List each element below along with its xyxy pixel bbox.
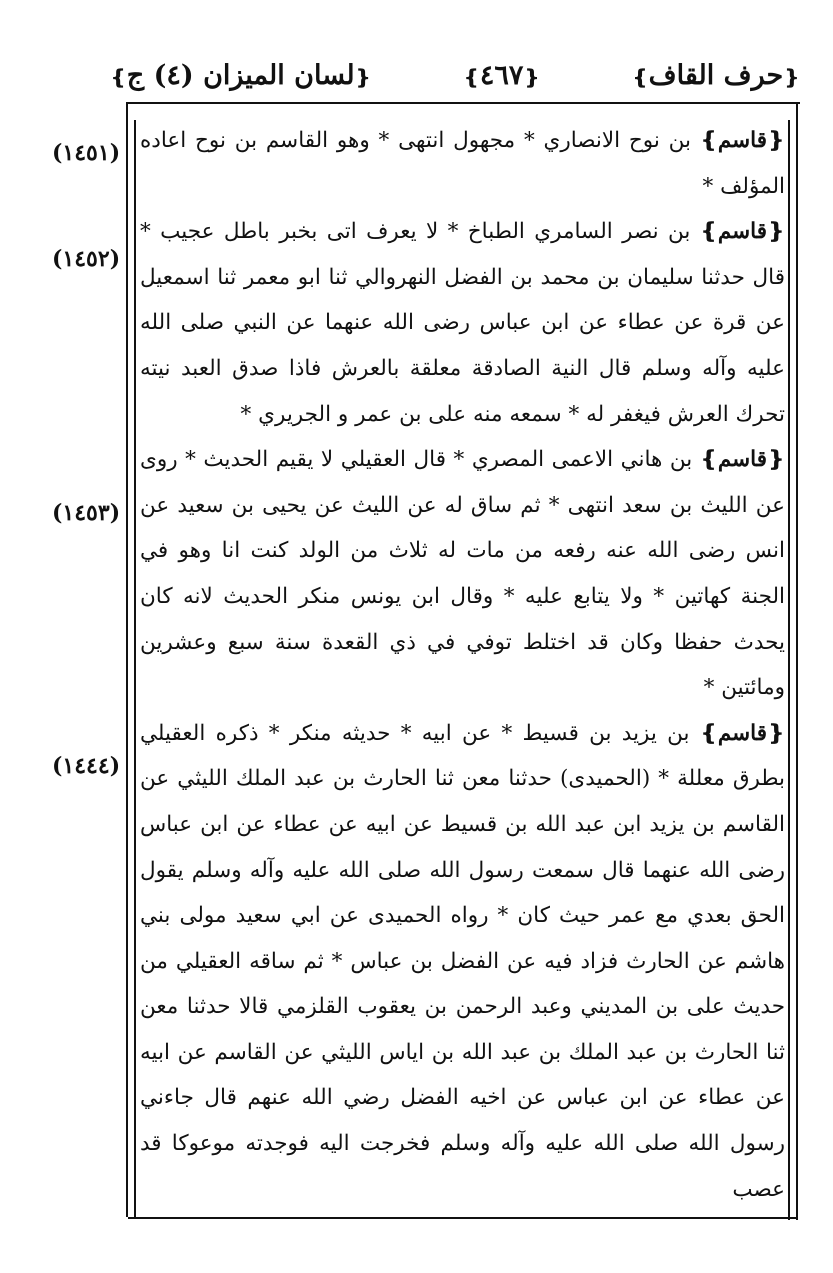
ornament-close: ❵ — [631, 64, 649, 89]
ornament-close: ❵ — [699, 219, 718, 245]
entry-number: (١٤٥٣) — [52, 500, 121, 526]
entry-text: بن نوح الانصاري * مجهول انتهى * وهو القاسم بن نوح اعاده المؤلف * — [140, 128, 785, 199]
frame-right-rule-outer — [796, 102, 798, 1220]
frame-left-rule-inner — [134, 120, 136, 1217]
ornament-close: ❵ — [699, 447, 718, 473]
ornament-open: ❴ — [766, 219, 785, 245]
ornament-open: ❴ — [523, 64, 541, 89]
page-number: ٤٦٧ — [479, 59, 524, 91]
entry-name: قاسم — [717, 219, 767, 245]
ornament-open: ❴ — [766, 447, 785, 473]
frame-bottom-rule — [128, 1217, 798, 1219]
entry-name: قاسم — [717, 128, 767, 153]
entry-text: بن يزيد بن قسيط * عن ابيه * حديثه منكر * ذكره العقيلي بطرق معللة * (الحميدى) حدثنا معن ثنا الحارث بن عبد الملك الليثي عن القاسم بن يزيد ابن عبد الله بن قسيط عن ابيه عن عطاء عن ابن عباس رضى الله عنهما قال سمعت رسول الله صلى الله عليه وآله وسلم يقول الحق بعدي مع عمر حيث كان * رواه الحميدى عن ابي سعيد مولى بني هاشم عن الحارث فزاد فيه عن الفضل بن عباس * ثم ساقه العقيلي من حديث على بن المديني وعبد الرحمن بن يعقوب القلزمي قالا حدثنا معن ثنا الحارث بن عبد الملك بن عبد الله بن اياس الليثي عن القاسم عن ابيه عن عطاء عن ابن عباس عن اخيه الفضل رضي الله عنهم قال جاءني رسول الله صلى الله عليه وآله وسلم فخرجت اليه فوجدته موعوكا قد عصب — [140, 720, 786, 1202]
section-title: حرف القاف — [648, 59, 784, 91]
header-section — [632, 60, 800, 91]
entry — [140, 437, 785, 711]
entry-number: (١٤٤٤) — [52, 753, 121, 779]
entry-text: بن نصر السامري الطباخ * لا يعرف اتى بخبر باطل عجيب * قال حدثنا سليمان بن محمد بن الفضل النهروالي ثنا ابو معمر ثنا اسمعيل عن قرة عن عطاء عن ابن عباس رضى الله عنهما عن النبي صلى الله عليه وآله وسلم قال النية الصادقة معلقة بالعرش فاذا صدق العبد نيته تحرك العرش فيغفر له * سمعه منه على بن عمر و الجريري * — [140, 219, 785, 427]
entry — [140, 711, 785, 1213]
page-body — [140, 118, 785, 1212]
book-title: لسان الميزان (٤) ج — [126, 59, 355, 91]
running-header — [110, 50, 800, 100]
ornament-open: ❴ — [766, 128, 785, 153]
ornament-close: ❵ — [110, 64, 127, 89]
frame-left-rule-outer — [126, 102, 128, 1217]
entry-name: قاسم — [717, 720, 767, 746]
ornament-close: ❵ — [699, 720, 718, 746]
header-book-title — [110, 60, 371, 91]
header-page-number — [463, 60, 540, 91]
frame-top-rule — [128, 102, 800, 104]
frame-right-rule-inner — [788, 120, 790, 1220]
entry — [140, 118, 785, 209]
entry-text: بن هاني الاعمى المصري * قال العقيلي لا يقيم الحديث * روى عن الليث بن سعد انتهى * ثم ساق له عن الليث عن يحيى بن سعيد عن انس رضى الله عنه رفعه من مات له ثلاث من الولد كنت انا وهو في الجنة كهاتين * ولا يتابع عليه * وقال ابن يونس منكر الحديث لانه كان يحدث حفظا وكان قد اختلط توفي في ذي القعدة سنة سبع وعشرين ومائتين * — [140, 447, 785, 701]
ornament-open: ❴ — [766, 720, 785, 746]
ornament-close: ❵ — [463, 64, 480, 89]
ornament-open: ❴ — [783, 64, 800, 89]
ornament-close: ❵ — [699, 128, 718, 153]
entry-number: (١٤٥٢) — [52, 246, 121, 272]
ornament-open: ❴ — [354, 64, 372, 89]
entry — [140, 209, 785, 437]
entry-name: قاسم — [717, 447, 767, 473]
entry-number: (١٤٥١) — [52, 140, 121, 166]
